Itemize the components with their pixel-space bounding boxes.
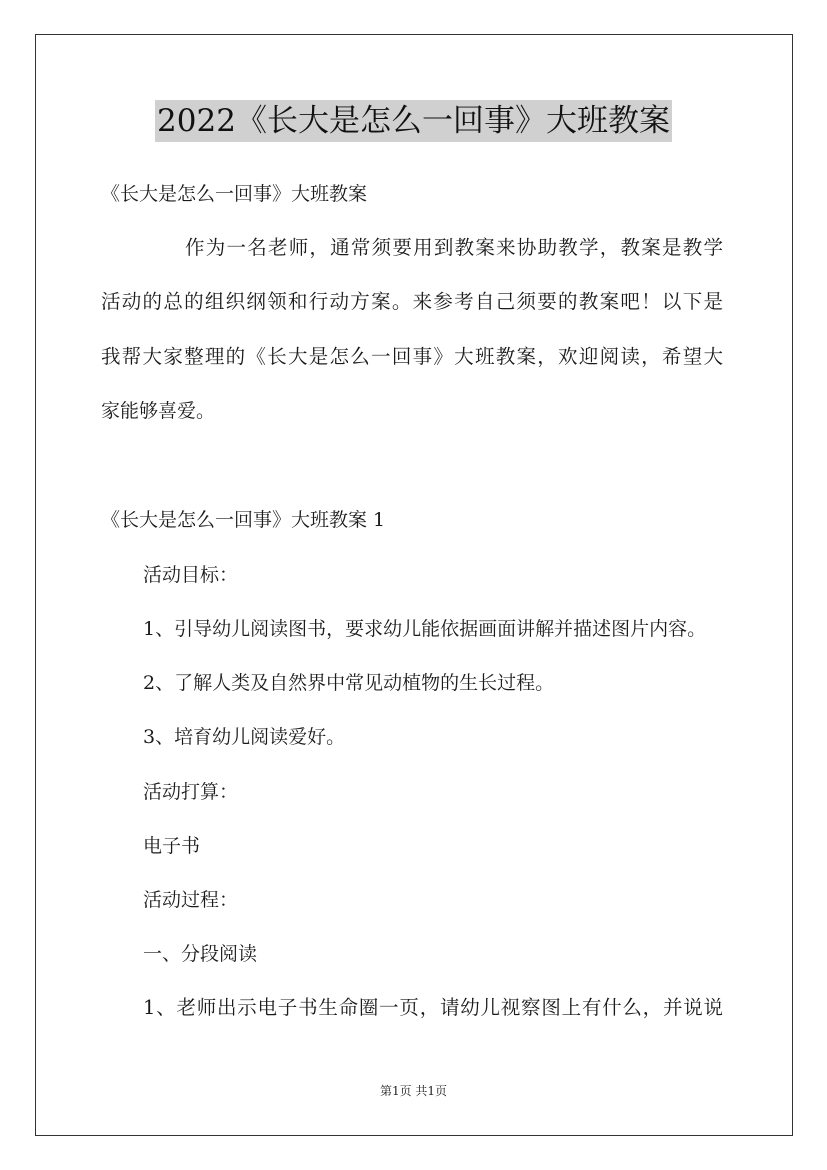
document-title: 2022《长大是怎么一回事》大班教案	[155, 100, 672, 142]
section-heading: 《长大是怎么一回事》大班教案 1	[101, 509, 386, 531]
title-wrap	[0, 100, 827, 142]
intro-line-4: 家能够喜爱。	[101, 400, 216, 422]
intro-line-2: 活动的总的组织纲领和行动方案。来参考自己须要的教案吧！以下是	[101, 290, 723, 313]
intro-line-1: 作为一名老师，通常须要用到教案来协助教学，教案是教学	[185, 236, 723, 259]
intro-line-3: 我帮大家整理的《长大是怎么一回事》大班教案，欢迎阅读，希望大	[101, 345, 723, 368]
body-line-goal-1: 1、引导幼儿阅读图书，要求幼儿能依据画面讲解并描述图片内容。	[143, 618, 707, 640]
document-subtitle: 《长大是怎么一回事》大班教案	[101, 183, 368, 205]
body-line-ebook: 电子书	[143, 835, 201, 857]
body-line-activity-goals: 活动目标：	[143, 564, 239, 586]
body-line-activity-process: 活动过程：	[143, 889, 239, 911]
body-line-goal-3: 3、培育幼儿阅读爱好。	[143, 726, 346, 748]
body-line-segment-reading: 一、分段阅读	[143, 943, 258, 965]
page-footer: 第1页 共1页	[379, 1084, 448, 1098]
body-line-activity-plan: 活动打算：	[143, 781, 239, 803]
body-line-step-1: 1、老师出示电子书生命圈一页，请幼儿视察图上有什么，并说说	[143, 996, 723, 1019]
body-line-goal-2: 2、了解人类及自然界中常见动植物的生长过程。	[143, 672, 555, 694]
